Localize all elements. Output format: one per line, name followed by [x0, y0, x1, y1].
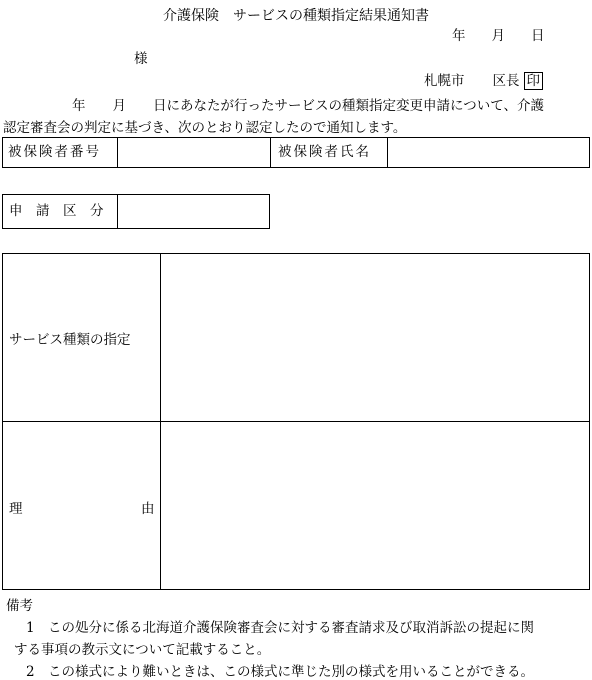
note-2-text: この様式により難いときは、この様式に準じた別の様式を用いることができる。	[48, 664, 534, 680]
date-day: 日	[531, 28, 545, 44]
note-1-text: この処分に係る北海道介護保険審査会に対する審査請求及び取消訴訟の提起に関	[48, 620, 534, 636]
issue-date	[452, 24, 545, 44]
application-table	[2, 194, 270, 229]
notes-heading: 備考	[6, 598, 33, 614]
insured-info-table	[2, 137, 590, 168]
insured-number-field[interactable]	[118, 138, 270, 167]
insured-number-label: 被保険者番号	[8, 144, 101, 160]
issuer-chief: 区長	[492, 73, 520, 89]
note-1-line-2: する事項の教示文について記載すること。	[14, 642, 271, 658]
reason-field[interactable]	[161, 422, 589, 589]
application-category-field[interactable]	[118, 195, 269, 228]
seal-mark: 印	[524, 72, 544, 90]
service-type-label: サービス種類の指定	[9, 332, 131, 348]
application-category-label: 申 請 区 分	[9, 203, 104, 219]
addressee-suffix: 様	[134, 51, 148, 67]
insured-name-label: 被保険者氏名	[278, 144, 371, 160]
note-2-number: 2	[26, 664, 35, 680]
date-year: 年	[452, 28, 466, 44]
divider	[270, 138, 271, 167]
reason-label-right: 由	[141, 501, 155, 517]
date-month: 月	[491, 28, 505, 44]
document-title: 介護保険 サービスの種類指定結果通知書	[163, 8, 429, 24]
note-1-number: 1	[26, 620, 35, 636]
intro-line-1: 年 月 日にあなたが行ったサービスの種類指定変更申請について、介護	[72, 98, 544, 114]
intro-line-2: 認定審査会の判定に基づき、次のとおり認定したので通知します。	[3, 120, 407, 136]
issuer-city: 札幌市	[424, 73, 465, 89]
service-type-field[interactable]	[161, 254, 589, 421]
note-1-line-1	[26, 616, 534, 636]
insured-name-field[interactable]	[388, 138, 588, 167]
designation-table	[2, 253, 590, 590]
reason-label-left: 理	[9, 501, 23, 517]
note-2-line-1	[26, 660, 534, 680]
issuer	[424, 69, 543, 90]
